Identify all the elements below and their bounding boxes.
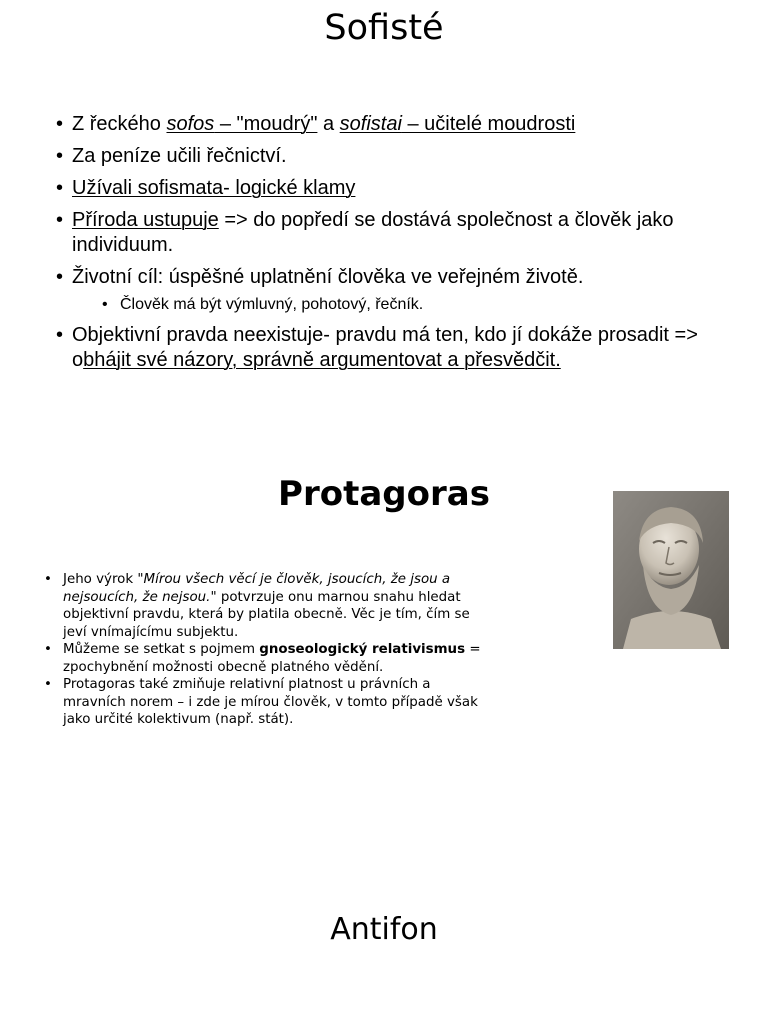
- section-title: Protagoras: [278, 474, 490, 514]
- list-item: [56, 265, 746, 316]
- term-sofistai-meaning: – učitelé moudrosti: [401, 113, 576, 135]
- list-item: [56, 144, 746, 169]
- list-text: Jeho výrok ": [63, 572, 144, 587]
- list-text: Člověk má být výmluvný, pohotový, řečník.: [120, 296, 424, 313]
- list-text: Životní cíl: úspěšné uplatnění člověka ve veřejném životě.: [72, 266, 584, 288]
- list-text: Z řeckého: [72, 113, 167, 135]
- list-text: = zpochybnění možnosti obecně platného vědění.: [63, 642, 481, 675]
- term-sofos-meaning: – "moudrý": [214, 113, 318, 135]
- protagoras-list: [44, 571, 484, 729]
- list-item: [44, 641, 484, 676]
- list-item: [56, 176, 746, 201]
- sub-list-item: [102, 294, 746, 316]
- page-title: Sofisté: [324, 8, 444, 48]
- sub-list: [72, 294, 746, 316]
- list-text: " potvrzuje onu marnou snahu hledat objektivní pravdu, která by platila obecně. Věc je tím, čím se jeví vnímajícímu subjektu.: [63, 589, 470, 640]
- term-sofistai: sofistai: [339, 113, 402, 135]
- quote-text: Mírou všech věcí je člověk, jsoucích, že jsou a nejsoucích, že nejsou.: [63, 572, 451, 605]
- list-item: [56, 323, 746, 373]
- list-text: Užívali sofismata- logické klamy: [72, 177, 356, 199]
- list-item: [56, 112, 746, 137]
- term-gnoseological-relativism: gnoseologický relativismus: [259, 642, 466, 657]
- list-item: [56, 208, 746, 258]
- list-text: Protagoras také zmiňuje relativní platnost u právních a mravních norem – i zde je mírou člověk, v tomto případě však jako určité kolektivum (např. stát).: [63, 677, 478, 727]
- list-text: Objektivní pravda neexistuje- pravdu má ten, kdo jí dokáže prosadit => o: [72, 324, 698, 371]
- list-text: a: [317, 113, 340, 135]
- list-item: [44, 676, 484, 729]
- list-text: Za peníze učili řečnictví.: [72, 145, 287, 167]
- list-text-underlined: bhájit své názory, správně argumentovat a přesvědčit.: [83, 349, 561, 371]
- section-title: Antifon: [330, 912, 438, 947]
- list-text: => do popředí se dostává společnost a člověk jako individuum.: [72, 209, 674, 256]
- sofiste-list: [56, 112, 746, 380]
- term-sofos: sofos: [166, 113, 215, 135]
- protagoras-bust-image: [613, 491, 729, 649]
- list-item: [44, 571, 484, 641]
- list-text: Můžeme se setkat s pojmem: [63, 642, 260, 657]
- list-text-underlined: Příroda ustupuje: [72, 209, 219, 231]
